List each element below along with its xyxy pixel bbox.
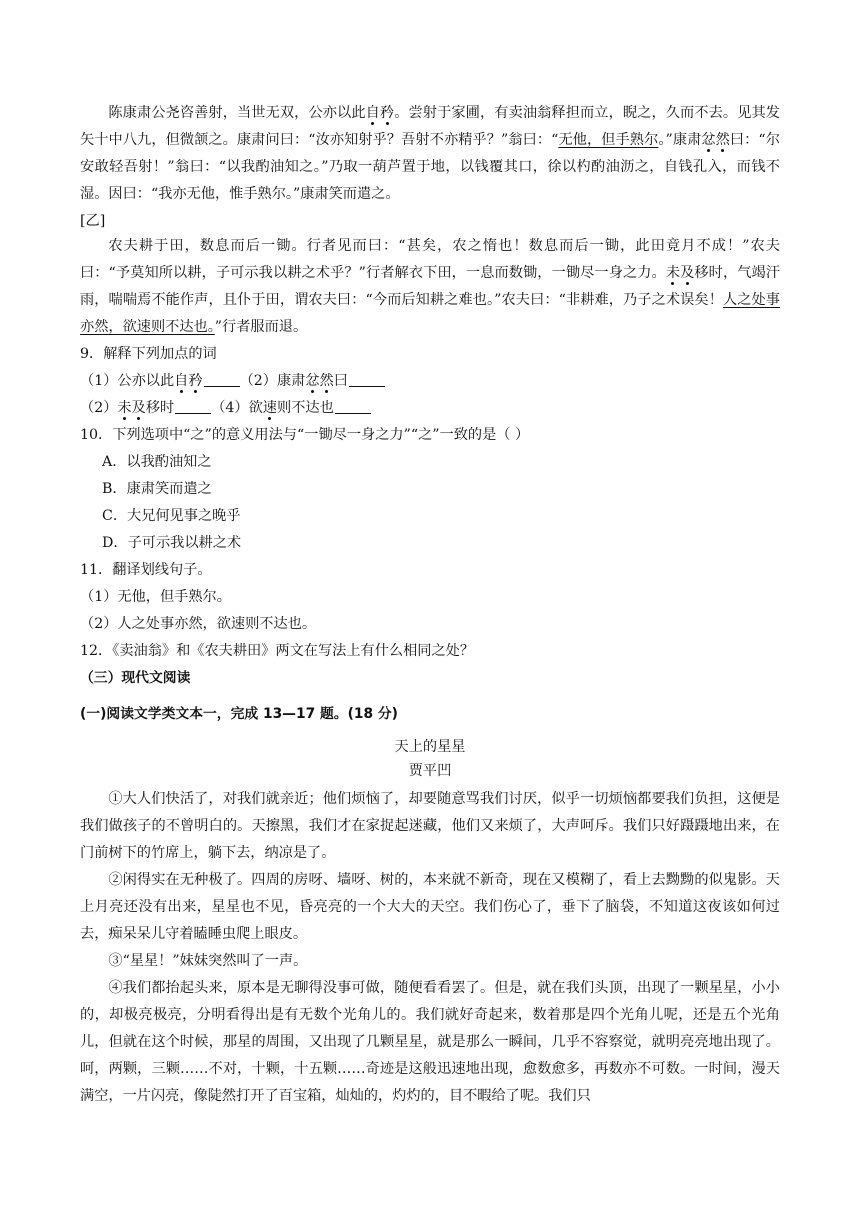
story-author: 贾平凹 (408, 763, 452, 779)
answer-blank[interactable] (335, 399, 371, 414)
answer-blank[interactable] (204, 372, 240, 387)
dotted-word: 忿然 (305, 373, 334, 389)
passage-text: 曰：“尔安敢轻吾射！”翁曰：“以我酌油知之。”乃取一葫芦置于地，以钱覆其口，徐以杓酌油沥之，自钱孔入，而钱不湿。因曰：“我亦无他，惟手熟尔。”康肃笑而遣之。 (80, 132, 780, 202)
passage-text: 农夫耕于田，数息而后一锄。行者见而曰：“甚矣，农之惰也！数息而后一锄，此田竟月不成！”农夫曰：“予莫知所以耕，子可示我以耕之术乎？”行者解衣下田，一息而数锄，一锄尽一身之力。 (80, 238, 780, 281)
passage-yi (80, 233, 780, 341)
underlined-sentence: 人之处事亦然，欲速则不达也。 (80, 292, 780, 335)
option-d[interactable]: D．子可示我以耕之术 (102, 535, 242, 551)
dotted-word: 未及 (117, 400, 146, 416)
q9-text: 移时 (145, 400, 175, 416)
story-body (80, 786, 780, 1110)
passage-text: 陈康肃公尧咨善射，当世无双，公亦以此 (108, 105, 366, 121)
question-10-stem: 10．下列选项中“之”的意义用法与“一锄尽一身之力”“之”一致的是（ ） (80, 427, 530, 443)
passage-text: ”行者服而退。 (214, 319, 308, 335)
question-9-row-2 (80, 395, 529, 422)
dotted-word: 未及 (665, 265, 695, 281)
underlined-sentence: 无他，但手熟尔 (558, 132, 659, 148)
dotted-word: 忿然 (701, 132, 730, 148)
questions (80, 341, 529, 665)
question-11-a: （1）无他，但手熟尔。 (80, 589, 231, 605)
dotted-word: 速 (262, 400, 277, 416)
label-yi: [乙] (80, 213, 106, 229)
passage-text: 移时，气竭汗雨，喘喘焉不能作声，且仆于田，谓农夫曰：“今而后知耕之难也。”农夫曰：“非耕难，乃子之术误矣！ (80, 265, 780, 308)
passage-text: 。尝射于家圃，有卖油翁释担而立，睨之，久而不去。见其发矢十中八九，但微颔之。康肃问曰：“汝亦知射乎？吾射不亦精乎？”翁曰：“ (80, 105, 780, 148)
q9-text: 曰 (333, 373, 348, 389)
question-11-b: （2）人之处事亦然，欲速则不达也。 (80, 616, 317, 632)
dotted-word: 自矜 (365, 105, 395, 121)
question-9-row-1 (80, 368, 529, 395)
story-paragraph: ④我们都抬起头来，原本是无聊得没事可做，随便看看罢了。但是，就在我们头顶，出现了一颗星星，小小的，却极亮极亮，分明看得出是有无数个光角儿的。我们就好奇起来，数着那是四个光角儿呢，还是五个光角儿，但就在这个时候，那星的周围，又出现了几颗星星，就是那么一瞬间，几乎不容察觉，就明亮亮地出现了。呵，两颗，三颗……不对，十颗，十五颗……奇迹是这般迅速地出现，愈数愈多，再数亦不可数。一时间，漫天满空，一片闪亮，像陡然打开了百宝箱，灿灿的，灼灼的，目不暇给了呢。我们只 (80, 980, 780, 1104)
option-a[interactable]: A．以我酌油知之 (102, 454, 212, 470)
question-9-stem: 9．解释下列加点的词 (80, 346, 217, 362)
story-paragraph: ②闲得实在无种极了。四周的房呀、墙呀、树的，本来就不新奇，现在又模糊了，看上去黝黝的似鬼影。天上月亮还没有出来，星星也不见，昏亮亮的一个大大的天空。我们伤心了，垂下了脑袋，不知道这夜该如何过去，痴呆呆儿守着瞌睡虫爬上眼皮。 (80, 872, 780, 942)
option-c[interactable]: C．大兄何见事之晚乎 (102, 508, 241, 524)
q9-text: （1）公亦以此 (80, 373, 175, 389)
q9-text: （2） (80, 400, 118, 416)
dotted-word: 自矜 (174, 373, 203, 389)
q9-text: （4）欲 (211, 400, 263, 416)
story-paragraph: ①大人们快活了，对我们就亲近；他们烦恼了，却要随意骂我们讨厌，似乎一切烦恼都要我们负担，这便是我们做孩子的不曾明白的。天擦黑，我们才在家捉起迷藏，他们又来烦了，大声呵斥。我们只好蹑蹑地出来，在门前树下的竹席上，躺下去，纳凉是了。 (80, 791, 780, 861)
answer-blank[interactable] (349, 372, 385, 387)
subsection-heading: (一)阅读文学类文本一，完成 13—17 题。(18 分) (80, 706, 398, 722)
q9-text: 则不达也 (277, 400, 334, 416)
question-12-stem: 12．《卖油翁》和《农夫耕田》两文在写法上有什么相同之处？ (80, 643, 475, 659)
question-11-stem: 11．翻译划线句子。 (80, 562, 212, 578)
answer-blank[interactable] (175, 399, 211, 414)
story-title: 天上的星星 (394, 739, 466, 755)
q9-text: （2）康肃 (239, 373, 306, 389)
option-b[interactable]: B．康肃笑而遣之 (102, 481, 212, 497)
passage-text: 。”康肃 (658, 132, 702, 148)
story-paragraph: ③“星星！”妹妹突然叫了一声。 (108, 953, 308, 969)
section-heading: （三）现代文阅读 (80, 670, 191, 686)
passage-jia (80, 100, 780, 208)
